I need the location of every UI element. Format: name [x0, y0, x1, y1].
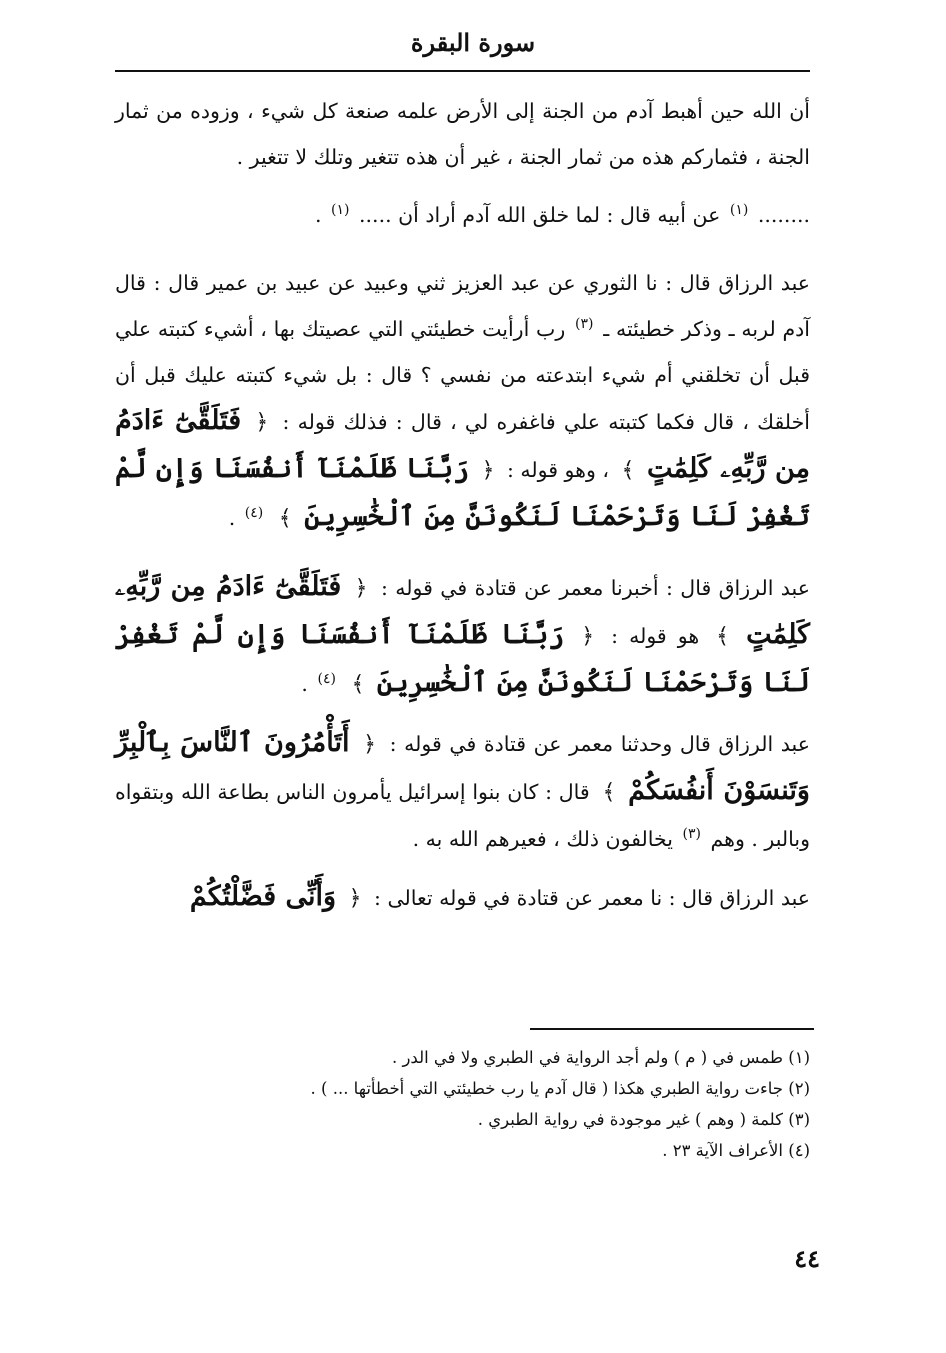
footnotes [115, 1042, 810, 1166]
paragraph-end: . [301, 672, 308, 696]
ornate-bracket-open: ﴿ [363, 732, 376, 757]
ornate-bracket-close: ﴾ [278, 506, 292, 531]
footnote-4: (٤) الأعراف الآية ٢٣ . [662, 1141, 810, 1160]
quran-verse: فَتَلَقَّىٰٓ ءَادَمُ مِن رَّبِّهِۦ كَلِمَٰتٍ [115, 571, 811, 650]
quran-verse: أَتَأْمُرُونَ ٱلنَّاسَ بِٱلْبِرِّ وَتَنسَوْنَ أَنفُسَكُمْ [115, 727, 810, 806]
ornate-bracket-close: ﴾ [602, 780, 616, 805]
footnote-3: (٣) كلمة ( وهم ) غير موجودة في رواية الطبري . [477, 1110, 810, 1129]
paragraph-4 [115, 564, 810, 708]
paragraph-text: ، وهو قوله : [506, 458, 609, 482]
paragraph-6 [115, 874, 810, 922]
paragraph-text: عن أبيه قال : لما خلق الله آدم أراد أن ..... [359, 203, 721, 227]
paragraph-text: قال : كان بنوا إسرائيل يأمرون الناس بطاعة الله وبتقواه وبالبر . وهم [115, 780, 810, 851]
paragraph-2 [115, 192, 810, 238]
paragraph-3 [115, 260, 810, 542]
main-text [115, 88, 810, 922]
ornate-bracket-open: ﴿ [481, 458, 495, 483]
ornate-bracket-open: ﴿ [348, 886, 362, 911]
paragraph-5 [115, 720, 810, 862]
page-number: ٤٤ [794, 1244, 820, 1273]
ellipsis-lead: ........ [757, 203, 810, 227]
paragraph-text: عبد الرزاق قال : نا معمر عن قتادة في قوله تعالى : [374, 886, 810, 910]
running-header-title: سورة البقرة [410, 28, 536, 57]
paragraph-text: عبد الرزاق قال : أخبرنا معمر عن قتادة في قوله : [380, 576, 810, 600]
quran-verse: رَبَّنَا ظَلَمْنَآ أَنفُسَنَا وَإِن لَّمْ تَغْفِرْ لَنَا وَتَرْحَمْنَا لَنَكُونَنَّ مِنَ ٱلْخَٰسِرِينَ [115, 619, 810, 698]
footnote-ref: (١) [729, 202, 749, 219]
paragraph-text: عبد الرزاق قال وحدثنا معمر عن قتادة في قوله : [389, 732, 810, 756]
footnote-ref: (٣) [575, 316, 594, 333]
footnote-ref: (٤) [244, 505, 264, 522]
ornate-bracket-open: ﴿ [255, 410, 269, 435]
footnote-2: (٢) جاءت رواية الطبري هكذا ( قال آدم يا رب خطيئتي التي أخطأتها ... ) . [310, 1079, 810, 1098]
ornate-bracket-close: ﴾ [351, 672, 365, 697]
paragraph-1: أن الله حين أهبط آدم من الجنة إلى الأرض علمه صنعة كل شيء ، وزوده من ثمار الجنة ، فثماركم هذه من ثمار الجنة ، غير أن هذه تتغير وتلك لا تتغير . [115, 99, 810, 169]
ornate-bracket-close: ﴾ [621, 458, 635, 483]
paragraph-text: هو قوله : [611, 624, 700, 648]
paragraph-text: رب أرأيت خطيئتي التي عصيتك بها ، أشيء كتبته علي قبل أن تخلقني أم شيء ابتدعته من نفسي ؟ قال : بل شيء كتبته عليك قبل أن أخلقك ، قال فكما كتبته علي فاغفره لي ، قال : فذلك قوله : [115, 317, 810, 434]
header-rule [115, 70, 810, 72]
footnote-rule [530, 1028, 814, 1030]
paragraph-text: عبد الرزاق قال : نا الثوري عن عبد العزيز ثني وعبيد عن عبيد بن عمير قال : قال آدم لربه ـ وذكر خطيئته ـ [115, 271, 810, 341]
quran-verse: فَتَلَقَّىٰٓ ءَادَمُ مِن رَّبِّهِۦ كَلِمَٰتٍ [115, 405, 810, 484]
ornate-bracket-open: ﴿ [581, 624, 595, 649]
paragraph-text: يخالفون ذلك ، فعيرهم الله به . [412, 827, 673, 851]
footnote-1: (١) طمس في ( م ) ولم أجد الرواية في الطبري ولا في الدر . [391, 1048, 810, 1067]
ornate-bracket-open: ﴿ [354, 576, 368, 601]
quran-verse: رَبَّنَا ظَلَمْنَآ أَنفُسَنَا وَإِن لَّمْ تَغْفِرْ لَنَا وَتَرْحَمْنَا لَنَكُونَنَّ مِنَ ٱلْخَٰسِرِينَ [115, 453, 810, 532]
quran-verse: وَأَنِّى فَضَّلْتُكُمْ [189, 881, 337, 912]
ornate-bracket-close: ﴾ [716, 624, 730, 649]
paragraph-end: . [314, 203, 322, 227]
footnote-ref: (١) [331, 202, 350, 219]
footnote-ref: (٣) [682, 826, 701, 843]
footnote-ref: (٤) [317, 671, 336, 688]
paragraph-end: . [228, 506, 236, 530]
